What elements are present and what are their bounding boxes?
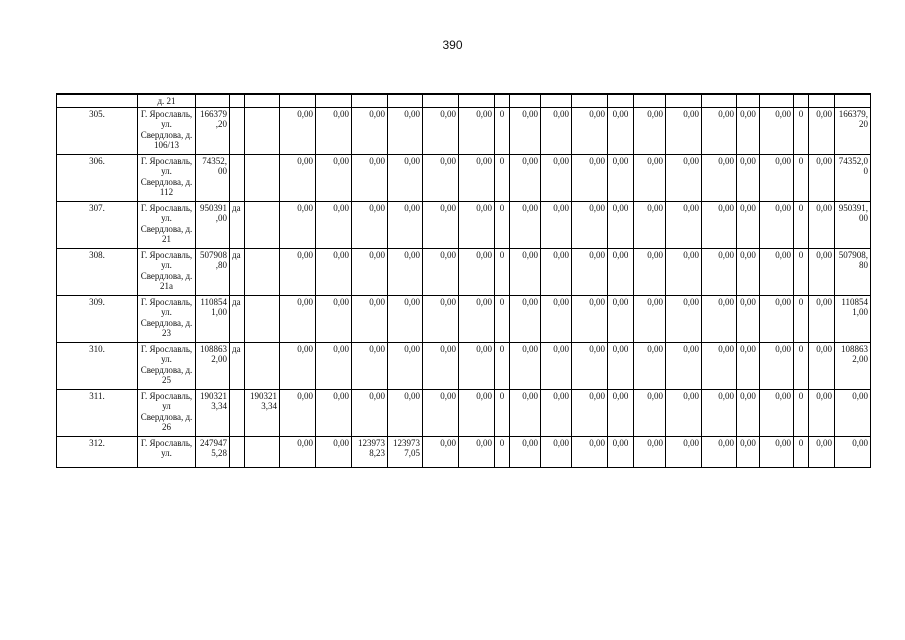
- value-cell: 0,00: [666, 107, 702, 154]
- value-cell: 0,00: [280, 436, 316, 467]
- address-cell: Г. Ярославль, ул. Свердлова, д. 21а: [138, 248, 196, 295]
- value-cell: 0,00: [809, 389, 835, 436]
- table-row: [57, 342, 871, 389]
- value-cell: 0: [495, 436, 510, 467]
- value-cell: 0,00: [702, 436, 737, 467]
- table-row: [57, 201, 871, 248]
- value-cell: 0,00: [316, 342, 352, 389]
- value-cell: 0,00: [572, 436, 608, 467]
- value-cell: 0,00: [634, 248, 666, 295]
- value-cell: 0,00: [702, 154, 737, 201]
- value-cell: 0,00: [280, 248, 316, 295]
- value-cell: 0,00: [608, 154, 634, 201]
- value-cell: [245, 295, 280, 342]
- row-total-cell: 0,00: [835, 436, 871, 467]
- value-cell: 0,00: [316, 154, 352, 201]
- value-cell: 0,00: [510, 389, 541, 436]
- value-cell: 0,00: [608, 201, 634, 248]
- address-cell: Г. Ярославль, ул. Свердлова, д. 106/13: [138, 107, 196, 154]
- value-cell: 0,00: [352, 248, 388, 295]
- flag-cell: [230, 389, 245, 436]
- value-cell: 0,00: [760, 436, 794, 467]
- value-cell: 0,00: [760, 248, 794, 295]
- value-cell: 0,00: [809, 154, 835, 201]
- value-cell: 0,00: [352, 107, 388, 154]
- value-cell: 0,00: [737, 342, 760, 389]
- value-cell: 0,00: [702, 342, 737, 389]
- value-cell: 0,00: [459, 389, 495, 436]
- flag-cell: [230, 436, 245, 467]
- row-total-cell: 74352,00: [835, 154, 871, 201]
- value-cell: 0,00: [352, 201, 388, 248]
- row-total-cell: 1088632,00: [835, 342, 871, 389]
- value-cell: 0,00: [316, 248, 352, 295]
- row-number: 305.: [57, 107, 138, 154]
- value-cell: 0,00: [608, 248, 634, 295]
- value-cell: 0: [794, 107, 809, 154]
- repair-register-table: [56, 93, 871, 468]
- value-cell: 0,00: [459, 436, 495, 467]
- value-cell: 0,00: [809, 342, 835, 389]
- value-cell: 0,00: [608, 342, 634, 389]
- total-cost-cell: 507908,80: [196, 248, 230, 295]
- value-cell: 0,00: [459, 154, 495, 201]
- value-cell: 0,00: [510, 248, 541, 295]
- address-cell: Г. Ярославль, ул. Свердлова, д. 112: [138, 154, 196, 201]
- value-cell: 0: [495, 107, 510, 154]
- value-cell: 0,00: [702, 248, 737, 295]
- value-cell: 0,00: [280, 154, 316, 201]
- value-cell: 0: [794, 201, 809, 248]
- value-cell: 0: [794, 389, 809, 436]
- value-cell: 0,00: [280, 342, 316, 389]
- value-cell: 0,00: [608, 107, 634, 154]
- value-cell: 0,00: [809, 201, 835, 248]
- table-row: [57, 248, 871, 295]
- total-cost-cell: 166379,20: [196, 107, 230, 154]
- table-row: [57, 436, 871, 467]
- flag-cell: да: [230, 295, 245, 342]
- value-cell: 0,00: [280, 107, 316, 154]
- value-cell: 0,00: [608, 436, 634, 467]
- value-cell: 0,00: [352, 389, 388, 436]
- value-cell: 0: [495, 389, 510, 436]
- continuation-row: [57, 94, 871, 107]
- value-cell: 0,00: [702, 107, 737, 154]
- value-cell: 0,00: [280, 295, 316, 342]
- total-cost-cell: 1903213,34: [196, 389, 230, 436]
- value-cell: 0,00: [510, 436, 541, 467]
- value-cell: 0,00: [316, 389, 352, 436]
- value-cell: 0,00: [702, 201, 737, 248]
- value-cell: 0,00: [572, 389, 608, 436]
- value-cell: 0,00: [634, 436, 666, 467]
- value-cell: 0: [794, 342, 809, 389]
- row-total-cell: 507908,80: [835, 248, 871, 295]
- value-cell: 0,00: [316, 295, 352, 342]
- value-cell: 0,00: [572, 342, 608, 389]
- value-cell: 0,00: [737, 295, 760, 342]
- value-cell: 0,00: [423, 154, 459, 201]
- value-cell: 0,00: [737, 436, 760, 467]
- total-cost-cell: 74352,00: [196, 154, 230, 201]
- row-number: 307.: [57, 201, 138, 248]
- value-cell: 0: [794, 154, 809, 201]
- value-cell: 0: [495, 342, 510, 389]
- value-cell: 0,00: [666, 295, 702, 342]
- row-number: 309.: [57, 295, 138, 342]
- value-cell: 0,00: [634, 389, 666, 436]
- value-cell: [245, 107, 280, 154]
- value-cell: 0,00: [388, 154, 423, 201]
- row-number: 312.: [57, 436, 138, 467]
- value-cell: 0,00: [541, 342, 572, 389]
- flag-cell: да: [230, 342, 245, 389]
- row-total-cell: 0,00: [835, 389, 871, 436]
- value-cell: 0,00: [541, 201, 572, 248]
- value-cell: 0,00: [510, 295, 541, 342]
- value-cell: 0,00: [459, 295, 495, 342]
- value-cell: 0: [495, 201, 510, 248]
- value-cell: 1239738,23: [352, 436, 388, 467]
- value-cell: 0,00: [634, 201, 666, 248]
- address-cell: Г. Ярославль, ул. Свердлова, д. 25: [138, 342, 196, 389]
- value-cell: 0,00: [423, 436, 459, 467]
- value-cell: 0,00: [541, 107, 572, 154]
- value-cell: 0,00: [510, 154, 541, 201]
- row-number: 306.: [57, 154, 138, 201]
- value-cell: [245, 248, 280, 295]
- address-cell: Г. Ярославль, ул.: [138, 436, 196, 467]
- table-row: [57, 295, 871, 342]
- value-cell: 0,00: [572, 248, 608, 295]
- value-cell: 0,00: [459, 248, 495, 295]
- value-cell: 0,00: [423, 248, 459, 295]
- row-total-cell: 1108541,00: [835, 295, 871, 342]
- flag-cell: да: [230, 248, 245, 295]
- value-cell: 0,00: [423, 342, 459, 389]
- value-cell: 0,00: [388, 389, 423, 436]
- value-cell: 0,00: [510, 201, 541, 248]
- value-cell: 0,00: [459, 107, 495, 154]
- value-cell: 0,00: [572, 295, 608, 342]
- value-cell: [245, 436, 280, 467]
- value-cell: 0,00: [634, 154, 666, 201]
- value-cell: 0,00: [666, 389, 702, 436]
- total-cost-cell: 2479475,28: [196, 436, 230, 467]
- value-cell: 0,00: [634, 107, 666, 154]
- value-cell: 0,00: [541, 248, 572, 295]
- flag-cell: да: [230, 201, 245, 248]
- total-cost-cell: 1088632,00: [196, 342, 230, 389]
- value-cell: 0,00: [737, 248, 760, 295]
- address-cell: Г. Ярославль, ул. Свердлова, д. 21: [138, 201, 196, 248]
- value-cell: 0: [794, 436, 809, 467]
- value-cell: 0,00: [737, 154, 760, 201]
- row-number: 308.: [57, 248, 138, 295]
- value-cell: 0,00: [666, 154, 702, 201]
- table-row: [57, 389, 871, 436]
- value-cell: [245, 201, 280, 248]
- value-cell: 0,00: [760, 154, 794, 201]
- value-cell: 0,00: [510, 107, 541, 154]
- value-cell: 0: [794, 295, 809, 342]
- value-cell: 0,00: [541, 389, 572, 436]
- total-cost-cell: 1108541,00: [196, 295, 230, 342]
- value-cell: 0: [495, 248, 510, 295]
- address-cell: Г. Ярославль, ул Свердлова, д. 26: [138, 389, 196, 436]
- value-cell: 0,00: [280, 201, 316, 248]
- value-cell: 0,00: [608, 389, 634, 436]
- value-cell: 0,00: [459, 342, 495, 389]
- value-cell: 0: [794, 248, 809, 295]
- address-tail: д. 21: [138, 94, 196, 107]
- value-cell: 0,00: [572, 107, 608, 154]
- value-cell: 0,00: [388, 248, 423, 295]
- value-cell: 0,00: [760, 201, 794, 248]
- value-cell: 0,00: [666, 248, 702, 295]
- value-cell: 0,00: [423, 201, 459, 248]
- value-cell: 0,00: [572, 154, 608, 201]
- page-number: 390: [442, 38, 463, 52]
- row-number: 310.: [57, 342, 138, 389]
- value-cell: 0,00: [423, 295, 459, 342]
- value-cell: 0,00: [352, 295, 388, 342]
- value-cell: 0,00: [459, 201, 495, 248]
- row-number: 311.: [57, 389, 138, 436]
- flag-cell: [230, 154, 245, 201]
- flag-cell: [230, 107, 245, 154]
- value-cell: 0,00: [388, 201, 423, 248]
- value-cell: 0,00: [634, 295, 666, 342]
- value-cell: 0,00: [809, 107, 835, 154]
- value-cell: 0,00: [388, 342, 423, 389]
- value-cell: 0: [495, 295, 510, 342]
- value-cell: 0,00: [423, 107, 459, 154]
- value-cell: 0,00: [760, 389, 794, 436]
- value-cell: [245, 342, 280, 389]
- value-cell: 0,00: [280, 389, 316, 436]
- value-cell: 0,00: [541, 295, 572, 342]
- value-cell: 0,00: [316, 436, 352, 467]
- value-cell: 1903213,34: [245, 389, 280, 436]
- value-cell: 0,00: [572, 201, 608, 248]
- value-cell: 0,00: [702, 295, 737, 342]
- address-cell: Г. Ярославль, ул. Свердлова, д. 23: [138, 295, 196, 342]
- value-cell: 0,00: [423, 389, 459, 436]
- value-cell: 0,00: [510, 342, 541, 389]
- value-cell: 0,00: [809, 295, 835, 342]
- value-cell: 0,00: [388, 107, 423, 154]
- table-row: [57, 107, 871, 154]
- value-cell: 0,00: [760, 295, 794, 342]
- value-cell: 0,00: [608, 295, 634, 342]
- value-cell: 0,00: [316, 201, 352, 248]
- value-cell: 0,00: [666, 201, 702, 248]
- value-cell: 0,00: [760, 342, 794, 389]
- value-cell: 0,00: [666, 342, 702, 389]
- value-cell: 0,00: [809, 436, 835, 467]
- value-cell: [245, 154, 280, 201]
- value-cell: 0,00: [737, 389, 760, 436]
- value-cell: 0,00: [809, 248, 835, 295]
- value-cell: 0,00: [541, 436, 572, 467]
- value-cell: 0,00: [702, 389, 737, 436]
- value-cell: 0,00: [666, 436, 702, 467]
- total-cost-cell: 950391,00: [196, 201, 230, 248]
- value-cell: 1239737,05: [388, 436, 423, 467]
- value-cell: 0,00: [737, 107, 760, 154]
- value-cell: 0,00: [760, 107, 794, 154]
- value-cell: 0,00: [316, 107, 352, 154]
- value-cell: 0,00: [737, 201, 760, 248]
- value-cell: 0,00: [388, 295, 423, 342]
- value-cell: 0,00: [352, 154, 388, 201]
- value-cell: 0,00: [634, 342, 666, 389]
- value-cell: 0,00: [352, 342, 388, 389]
- value-cell: 0: [495, 154, 510, 201]
- value-cell: 0,00: [541, 154, 572, 201]
- table-row: [57, 154, 871, 201]
- row-total-cell: 166379,20: [835, 107, 871, 154]
- row-total-cell: 950391,00: [835, 201, 871, 248]
